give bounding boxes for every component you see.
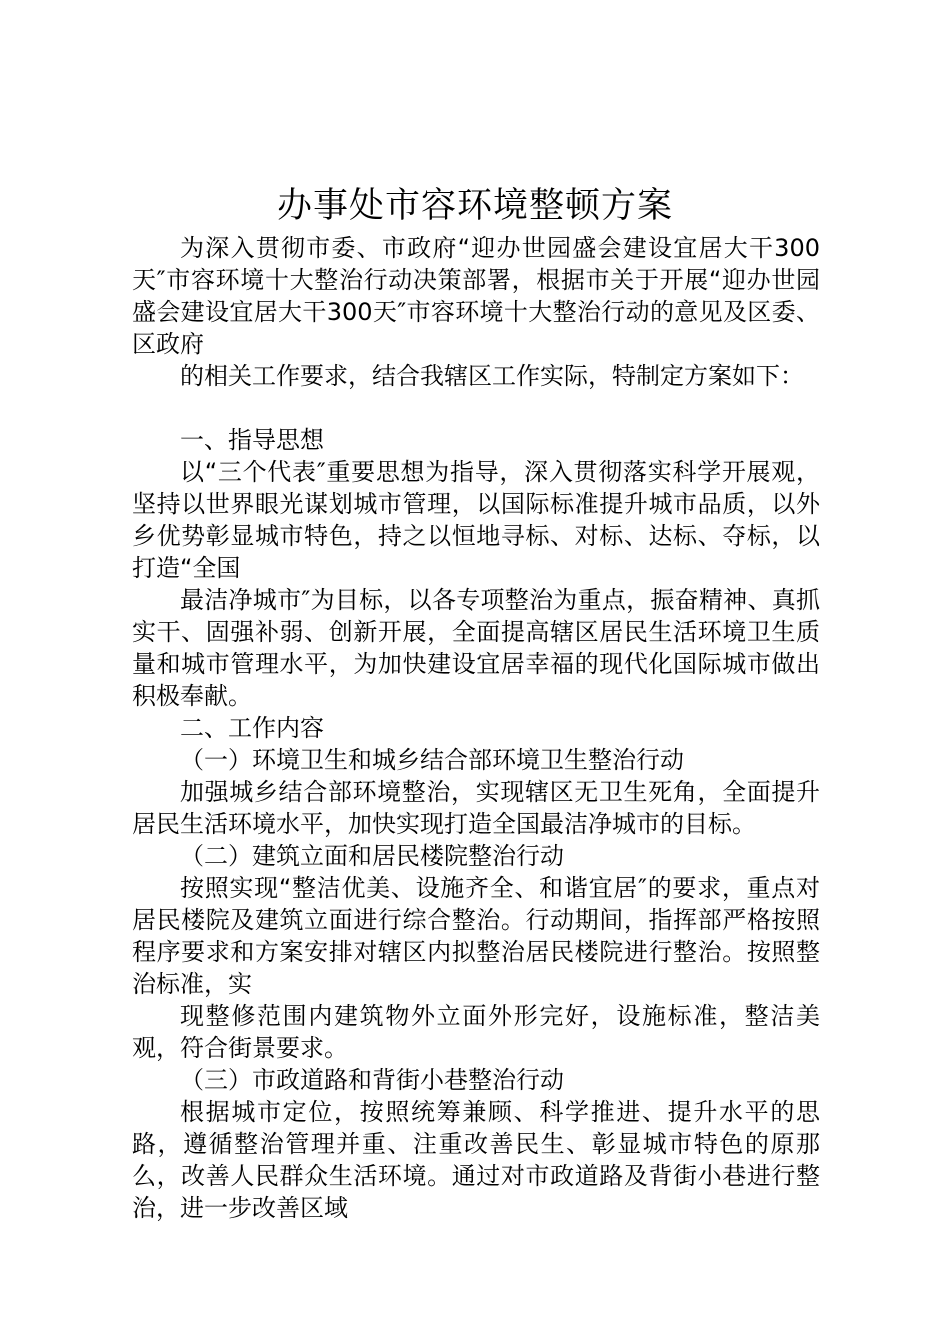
facades-paragraph-continued: 现整修范围内建筑物外立面外形完好，设施标准，整洁美观，符合街景要求。 <box>132 1002 820 1062</box>
guiding-ideology-paragraph: 以“三个代表″重要思想为指导，深入贯彻落实科学开展观，坚持以世界眼光谋划城市管理，以国际标准提升城市品质，以外乡优势彰显城市特色，持之以恒地寻标、对标、达标、夺标，以打造“全国 <box>132 458 820 582</box>
roads-paragraph: 根据城市定位，按照统筹兼顾、科学推进、提升水平的思路，遵循整治管理并重、注重改善民生、彰显城市特色的原那么，改善人民群众生活环境。通过对市政道路及背街小巷进行整治，进一步改善区域 <box>132 1098 820 1222</box>
sanitation-paragraph: 加强城乡结合部环境整治，实现辖区无卫生死角，全面提升居民生活环境水平，加快实现打造全国最洁净城市的目标。 <box>132 778 820 838</box>
document-title: 办事处市容环境整顿方案 <box>276 186 673 226</box>
guiding-ideology-paragraph-continued: 最洁净城市″为目标，以各专项整治为重点，振奋精神、真抓实干、固强补弱、创新开展，全面提高辖区居民生活环境卫生质量和城市管理水平，为加快建设宜居幸福的现代化国际城市做出积极奉献。 <box>132 586 820 710</box>
intro-paragraph-continued: 的相关工作要求，结合我辖区工作实际，特制定方案如下： <box>180 362 804 390</box>
facades-paragraph: 按照实现“整洁优美、设施齐全、和谐宜居″的要求，重点对居民楼院及建筑立面进行综合整治。行动期间，指挥部严格按照程序要求和方案安排对辖区内拟整治居民楼院进行整治。按照整治标准，实 <box>132 874 820 998</box>
intro-paragraph: 为深入贯彻市委、市政府“迎办世园盛会建设宜居大干300天″市容环境十大整治行动决策部署，根据市关于开展“迎办世园盛会建设宜居大干300天″市容环境十大整治行动的意见及区委、区政府 <box>132 234 820 358</box>
section-heading-guiding-ideology: 一、指导思想 <box>180 426 324 454</box>
document-body <box>132 232 820 1224</box>
subsection-heading-sanitation: （一）环境卫生和城乡结合部环境卫生整治行动 <box>180 746 684 774</box>
subsection-heading-roads: （三）市政道路和背街小巷整治行动 <box>180 1066 564 1094</box>
section-heading-work-content: 二、工作内容 <box>180 714 324 742</box>
subsection-heading-facades: （二）建筑立面和居民楼院整治行动 <box>180 842 564 870</box>
spacer <box>132 392 820 424</box>
